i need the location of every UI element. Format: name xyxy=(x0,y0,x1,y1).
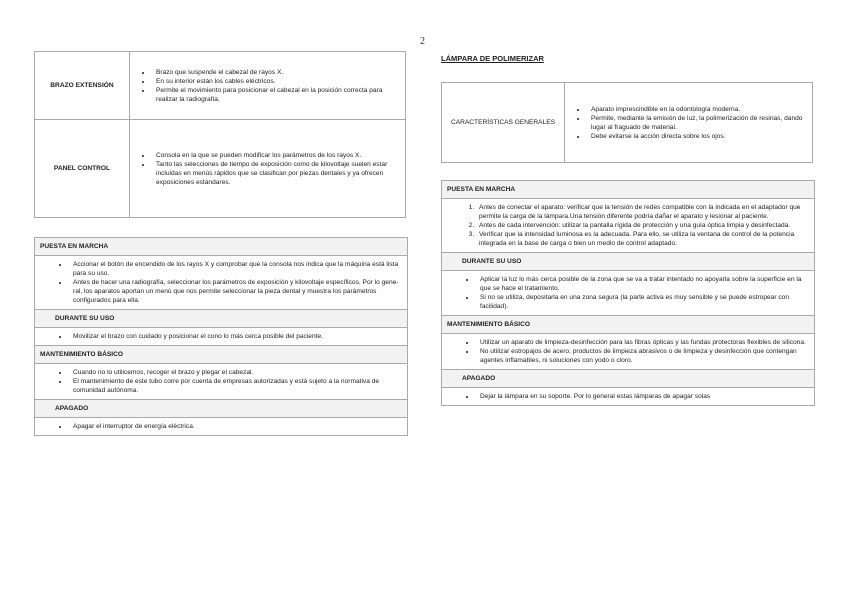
list-item: • Dejar la lámpara en su soporte. Por lo general estas lámparas de apagar solas xyxy=(476,392,806,401)
apagado-content xyxy=(35,418,407,435)
equipment-description xyxy=(130,52,406,120)
characteristics-table xyxy=(441,82,813,163)
equipment-description xyxy=(130,120,406,218)
characteristics-description xyxy=(565,83,813,163)
list-item: • Debe evitarse la acción directa sobre los ojos. xyxy=(587,132,806,141)
equipment-label: PANEL CONTROL xyxy=(35,120,130,218)
section-title: LÁMPARA DE POLIMERIZAR xyxy=(441,54,544,63)
equipment-table xyxy=(34,51,406,218)
list-item: • Movilizar el brazo con cuidado y posicionar el cono lo más cerca posible del paciente. xyxy=(69,332,399,341)
bullet-list xyxy=(136,151,399,187)
page-number: 2 xyxy=(420,36,425,47)
list-item: 2. Antes de cada intervención: utilizar la pantalla rígida de protección y una guía óptica limpia y desinfectada. xyxy=(476,221,806,230)
puesta-en-marcha-content xyxy=(35,256,407,309)
list-item: • El mantenimiento de este tubo corre por cuenta de empresas autorizadas y está sujeto a la normativa de comunidad autónoma. xyxy=(69,377,399,395)
mantenimiento-heading: MANTENIMIENTO BÁSICO xyxy=(35,345,407,364)
list-item: • No utilizar estropajos de acero, productos de limpieza abrasivos o de limpieza y desinfección que contengan agentes inflamables, ni soluciones con yodo o cloro. xyxy=(476,347,806,365)
right-procedures-box xyxy=(441,180,815,406)
list-item: • En su interior están los cables eléctricos. xyxy=(152,77,399,86)
list-item: • Consola en la que se pueden modificar los parámetros de los rayos X. xyxy=(152,151,399,160)
list-item: • Accionar el botón de encendido de los rayos X y comprobar que la consola nos indica que la máquina está lista para su uso. xyxy=(69,260,399,278)
bullet-list xyxy=(136,68,399,104)
puesta-en-marcha-heading: PUESTA EN MARCHA xyxy=(35,238,407,256)
list-item: 3. Verificar que la intensidad luminosa es la adecuada. Para ello, se utiliza la ventana de control de la potencia integrada en la base de carga o bien un medio de control adaptado. xyxy=(476,230,806,248)
puesta-en-marcha-content xyxy=(442,199,814,252)
mantenimiento-content xyxy=(35,364,407,399)
puesta-en-marcha-heading: PUESTA EN MARCHA xyxy=(442,181,814,199)
characteristics-label: CARACTERÍSTICAS GENERALES xyxy=(442,83,565,163)
list-item: • Aplicar la luz lo más cerca posible de la zona que se va a tratar intentado no apoyarla sobre la superficie en la que se hace el tratamiento. xyxy=(476,275,806,293)
list-item: • Si no se utiliza, depositarla en una zona segura (la parte activa es muy sensible y se puede estropear con facilidad). xyxy=(476,293,806,311)
left-procedures-box xyxy=(34,237,408,436)
durante-su-uso-content xyxy=(35,328,407,345)
list-item: • Antes de hacer una radiografía, seleccionar los parámetros de exposición y kilovoltaje específicos. Por lo gene-ral, los aparatos aportan un menú que nos permite seleccionar la pieza dental y muestra los parámetros configurados para ella. xyxy=(69,278,399,305)
durante-su-uso-content xyxy=(442,271,814,315)
equipment-row-panel xyxy=(35,120,406,218)
bullet-list xyxy=(571,105,806,141)
list-item: • Aparato imprescindible en la odontología moderna. xyxy=(587,105,806,114)
list-item: • Cuando no lo utilicemos, recoger el brazo y plegar el cabezal. xyxy=(69,368,399,377)
mantenimiento-content xyxy=(442,334,814,369)
list-item: • Permite, mediante la emisión de luz, la polimerización de resinas, dando lugar al fraguado de material. xyxy=(587,114,806,132)
list-item: • Utilizar un aparato de limpieza-desinfección para las fibras ópticas y las fundas protectoras flexibles de silicona. xyxy=(476,338,806,347)
equipment-row-brazo xyxy=(35,52,406,120)
apagado-content xyxy=(442,388,814,405)
apagado-heading: APAGADO xyxy=(35,399,407,418)
durante-su-uso-heading: DURANTE SU USO xyxy=(35,309,407,328)
list-item: • Permite el movimiento para posicionar el cabezal en la posición correcta para realizar la radiografía. xyxy=(152,86,399,104)
mantenimiento-heading: MANTENIMIENTO BÁSICO xyxy=(442,315,814,334)
characteristics-row xyxy=(442,83,813,163)
list-item: • Brazo que suspende el cabezal de rayos X. xyxy=(152,68,399,77)
list-item: • Apagar el interruptor de energía eléctrica. xyxy=(69,422,399,431)
equipment-label: BRAZO EXTENSIÓN xyxy=(35,52,130,120)
list-item: 1. Antes de conectar el aparato: verificar que la tensión de redes compatible con la indicada en el adaptador que permite la carga de la lámpara.Una tensión diferente podría dañar el aparato y lesionar al paciente. xyxy=(476,203,806,221)
list-item: • Tanto las selecciones de tiempo de exposición como de kilovoltaje suelen estar incluidas en menús rápidos que se clasifican por piezas dentales y ya ofrecen exposiciones estándares. xyxy=(152,160,399,187)
apagado-heading: APAGADO xyxy=(442,369,814,388)
durante-su-uso-heading: DURANTE SU USO xyxy=(442,252,814,271)
